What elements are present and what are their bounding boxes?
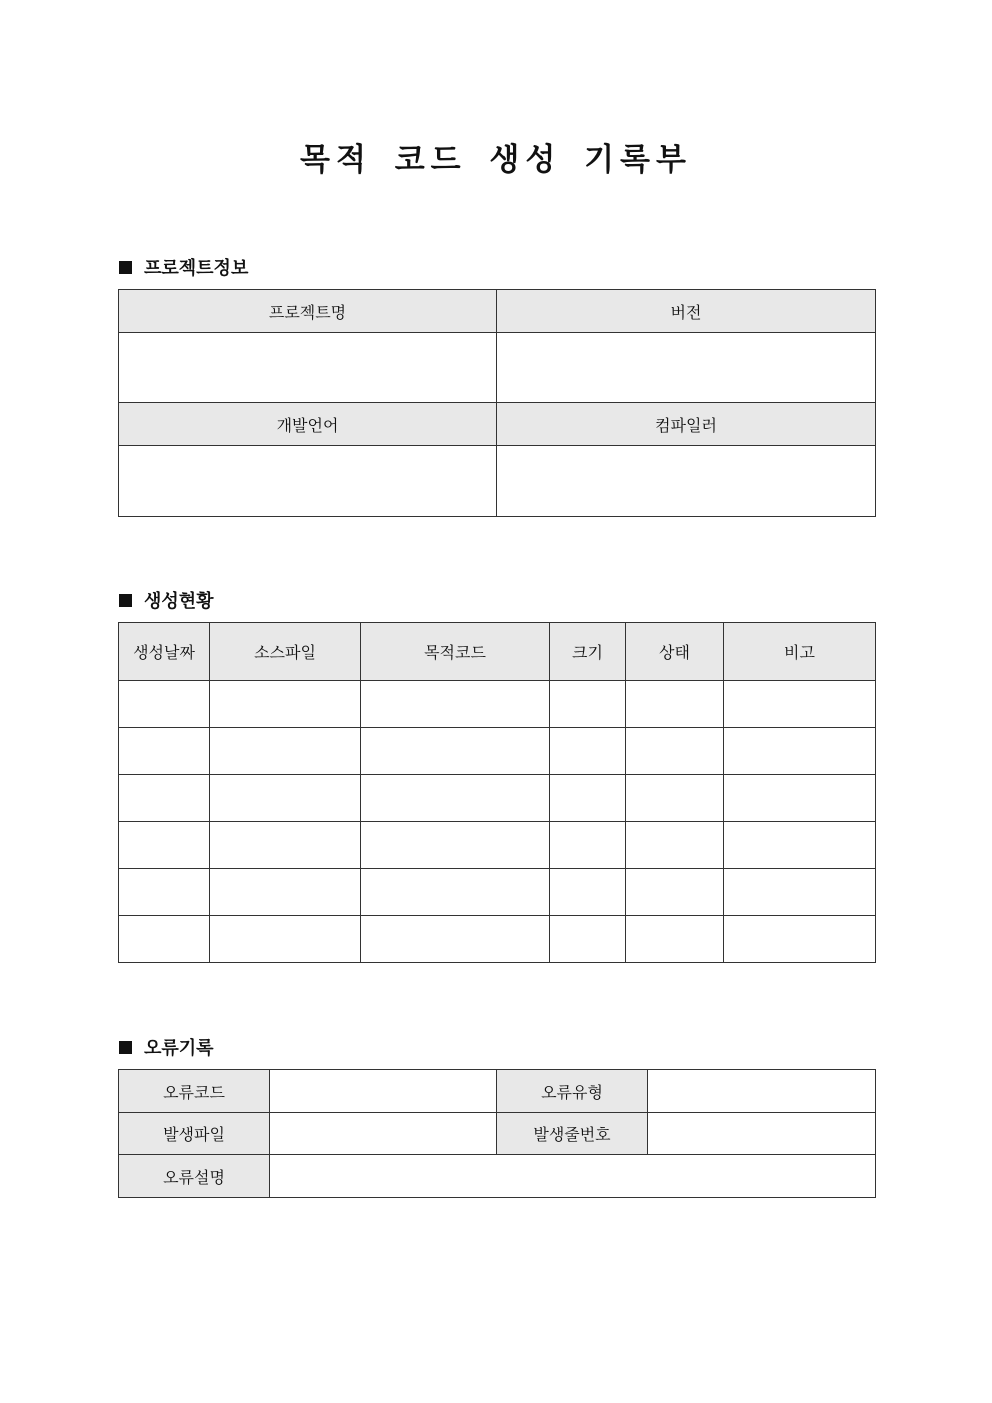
version-field[interactable] — [497, 333, 876, 403]
compiler-field[interactable] — [497, 446, 876, 517]
cell-state[interactable] — [626, 916, 724, 963]
generation-status-table — [118, 622, 876, 963]
cell-size[interactable] — [550, 681, 626, 728]
compiler-label: 컴파일러 — [497, 403, 876, 446]
table-row — [119, 822, 876, 869]
error-type-label: 오류유형 — [497, 1070, 648, 1113]
project-name-label: 프로젝트명 — [119, 290, 497, 333]
section-heading-label: 오류기록 — [144, 1038, 214, 1059]
error-file-label: 발생파일 — [119, 1113, 270, 1155]
table-row — [119, 775, 876, 822]
cell-source-file[interactable] — [210, 728, 361, 775]
cell-object-code[interactable] — [361, 916, 550, 963]
cell-date[interactable] — [119, 681, 210, 728]
cell-source-file[interactable] — [210, 681, 361, 728]
error-type-field[interactable] — [648, 1070, 876, 1113]
cell-size[interactable] — [550, 822, 626, 869]
cell-state[interactable] — [626, 775, 724, 822]
column-header-object-code: 목적코드 — [361, 623, 550, 681]
error-code-field[interactable] — [270, 1070, 497, 1113]
cell-state[interactable] — [626, 869, 724, 916]
cell-date[interactable] — [119, 775, 210, 822]
section-heading-status — [119, 587, 214, 613]
cell-size[interactable] — [550, 869, 626, 916]
error-line-field[interactable] — [648, 1113, 876, 1155]
cell-object-code[interactable] — [361, 728, 550, 775]
page-title: 목적 코드 생성 기록부 — [300, 142, 692, 178]
error-log-table — [118, 1069, 876, 1198]
cell-remarks[interactable] — [724, 822, 876, 869]
cell-source-file[interactable] — [210, 916, 361, 963]
column-header-state: 상태 — [626, 623, 724, 681]
cell-date[interactable] — [119, 728, 210, 775]
cell-date[interactable] — [119, 822, 210, 869]
language-field[interactable] — [119, 446, 497, 517]
cell-date[interactable] — [119, 869, 210, 916]
cell-size[interactable] — [550, 728, 626, 775]
square-bullet-icon — [119, 1041, 132, 1054]
table-row — [119, 681, 876, 728]
project-name-field[interactable] — [119, 333, 497, 403]
column-header-size: 크기 — [550, 623, 626, 681]
cell-size[interactable] — [550, 775, 626, 822]
section-heading-label: 프로젝트정보 — [144, 258, 249, 279]
column-header-source-file: 소스파일 — [210, 623, 361, 681]
cell-source-file[interactable] — [210, 822, 361, 869]
error-description-label: 오류설명 — [119, 1155, 270, 1198]
cell-state[interactable] — [626, 728, 724, 775]
cell-size[interactable] — [550, 916, 626, 963]
language-label: 개발언어 — [119, 403, 497, 446]
cell-state[interactable] — [626, 681, 724, 728]
project-info-table — [118, 289, 876, 517]
square-bullet-icon — [119, 594, 132, 607]
error-line-label: 발생줄번호 — [497, 1113, 648, 1155]
cell-remarks[interactable] — [724, 916, 876, 963]
table-row — [119, 869, 876, 916]
cell-remarks[interactable] — [724, 728, 876, 775]
cell-source-file[interactable] — [210, 869, 361, 916]
column-header-remarks: 비고 — [724, 623, 876, 681]
cell-remarks[interactable] — [724, 681, 876, 728]
cell-object-code[interactable] — [361, 869, 550, 916]
section-heading-errors — [119, 1034, 214, 1060]
cell-source-file[interactable] — [210, 775, 361, 822]
table-row — [119, 728, 876, 775]
cell-remarks[interactable] — [724, 775, 876, 822]
error-file-field[interactable] — [270, 1113, 497, 1155]
table-row — [119, 916, 876, 963]
cell-object-code[interactable] — [361, 681, 550, 728]
column-header-date: 생성날짜 — [119, 623, 210, 681]
cell-date[interactable] — [119, 916, 210, 963]
cell-state[interactable] — [626, 822, 724, 869]
section-heading-project — [119, 254, 248, 280]
square-bullet-icon — [119, 261, 132, 274]
cell-object-code[interactable] — [361, 822, 550, 869]
cell-remarks[interactable] — [724, 869, 876, 916]
error-code-label: 오류코드 — [119, 1070, 270, 1113]
cell-object-code[interactable] — [361, 775, 550, 822]
version-label: 버전 — [497, 290, 876, 333]
section-heading-label: 생성현황 — [144, 591, 214, 612]
error-description-field[interactable] — [270, 1155, 876, 1198]
